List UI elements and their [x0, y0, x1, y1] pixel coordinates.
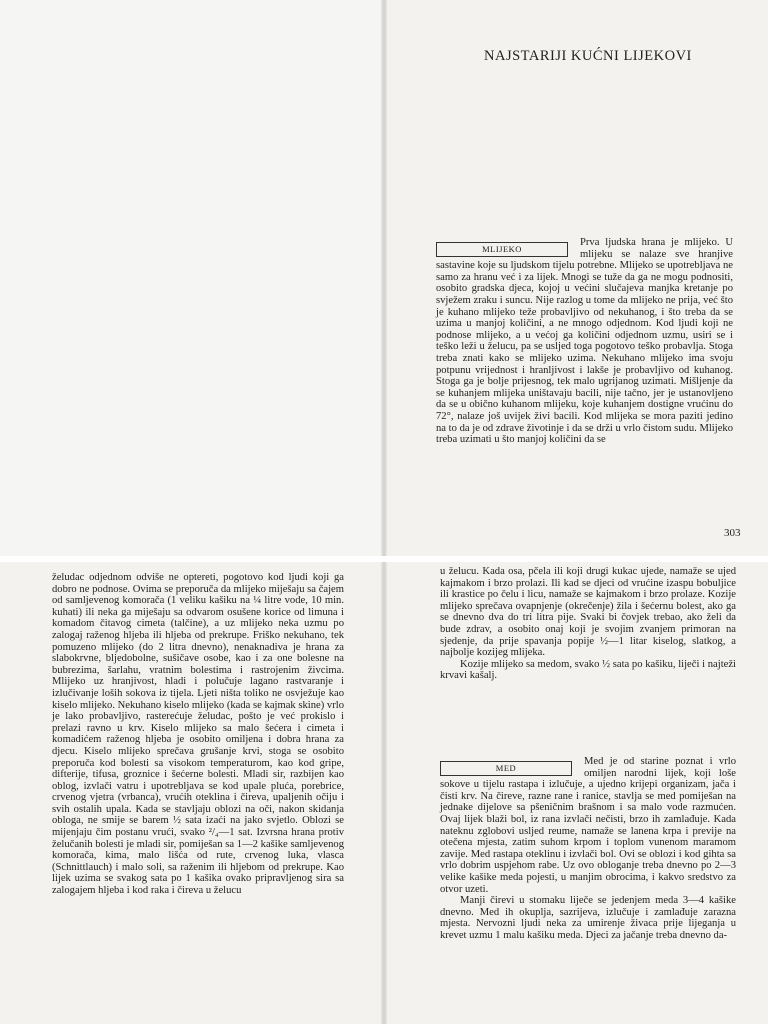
paragraph: u želucu. Kada osa, pčela ili koji drugi kukac ujede, namaže se ujed kajmakom i brzo prolazi. Ili kad se djeci od vrućine izaspu bobuljice ili krastice po čelu i licu, namaže se kajmakom i brzo prolaze. Kozije mlijeko sprečava ovapnjenje (okrečenje) žila i šećernu bolest, ako ga se dnevno dva do tri litra pije. Svaki bi čovjek trebao, ako želi da bude zdrav, a osobito onaj koji je svojim zvanjem primoran na sjedenje, da prije spavanja popije ½—1 litar kiselog, slatkog, a najbolje kozijeg mlijeka.	[440, 566, 736, 659]
section-heading-honey: MED	[440, 761, 572, 776]
section-heading-milk: MLIJEKO	[436, 242, 568, 257]
book-gutter	[381, 0, 387, 1024]
page-303	[384, 0, 768, 560]
paragraph: Manji čirevi u stomaku liječe se jedenjem meda 3—4 kašike dnevno. Med ih okuplja, sazrijeva, izlučuje i zamlađuje zarazna mjesta. Nervozni ljudi neka za umirenje živaca prije lijeganja u krevet uzmu 1 malu kašiku meda. Djeci za jačanje treba dnevno da-	[440, 895, 736, 941]
milk-continued-2	[440, 566, 736, 682]
milk-continued	[52, 572, 344, 897]
paragraph: Kozije mlijeko sa medom, svako ½ sata po kašiku, liječi i najteži krvavi kašalj.	[440, 658, 736, 682]
honey-section	[440, 756, 736, 942]
page-bottom-right	[384, 560, 768, 1024]
scan-divider	[0, 556, 768, 562]
running-head: NAJSTARIJI KUĆNI LIJEKOVI	[484, 48, 692, 64]
milk-paragraph: Prva ljudska hrana je mlijeko. U mlijeku se nalaze sve hranjive sastavine koje su ljudskom tijelu potrebne. Mlijeko se upotrebljava ne samo za hranu već i za lijek. Mnogi se tuže da ga ne mogu podnositi, osobito gradska djeca, kojoj u većini slučajeva manjka kretanje po svježem zraku i suncu. Nije razlog u tome da mlijeko ne prija, već što je kuhano mlijeko teže probavljivo od nekuhanog, i što treba da se uzima u manjoj količini, a ne mnogo odjednom. Kod ljudi koji ne podnose mlijeko, a u većoj ga količini odjednom uzmu, usiri se i teško leži u želucu, pa se usljed toga pogotovo teško probavlja. Stoga treba znati kako se mlijeko uzima. Nekuhano mlijeko ima svoju potpunu vrijednost i hranljivost i lakše je probavljivo od kuhanog. Stoga ga je bolje prijesnog, tek malo ugrijanog uzimati. Mišljenje da se kuhanjem mlijeka uništavaju bacili, nije tačno, jer je ustanovljeno da se u obično kuhanom mlijeku, koje kuhanjem dostigne vrućinu do 72°, nalaze još uvijek živi bacili. Kod mlijeka se mora paziti jedino na to da je od zdrave životinje i da se drži u vrlo čistom sudu. Mlijeko treba uzimati u što manjoj količini da se	[436, 237, 733, 446]
honey-paragraph: Med je od starine poznat i vrlo omiljen narodni lijek, koji loše sokove u tijelu rastapa i izlučuje, a ujedno krijepi organizam, jača i čisti krv. Na čireve, razne rane i ranice, stavlja se med pomiješan na jednake dijelove sa pšeničnim brašnom i sa malo vode razmućen. Ovaj lijek blaži bol, iz rana izvlači nečisti, brzo ih zamlađuje. Kada nateknu zglobovi usljed reume, namaže se lanena krpa i previje na otečena mjesta, zatim suhom krpom i toplom vunenom maramom zavije. Med rastapa oteklinu i izvlači bol. Ovi se oblozi i kod gihta sa vrlo dobrim uspjehom rabe. Uz ovo obloganje treba dnevno po 2—3 velike kašike meda pojesti, u manjim obrocima, i kakvo sredstvo za otvor uzeti.	[440, 756, 736, 895]
page-bottom-left	[0, 560, 384, 1024]
page-number: 303	[724, 527, 741, 539]
paragraph: želudac odjednom odviše ne optereti, pogotovo kod ljudi koji ga dobro ne podnose. Ovima se preporuča da mlijeko miješaju sa čajem od samljevenog komorača (1 veliku kašiku na ¼ litre vode, 10 min. kuhati) ili neka ga miješaju sa odvarom osušene korice od limuna i komadom čitavog cimeta (talčine), a uz mlijeko neka uzmu po zalogaj raženog hljeba ili hljeba od prekrupe. Friško nekuhano, tek pomuzeno mlijeko (do 2 litra dnevno), nenaknadiva je hrana za slabokrvne, bljedobolne, sušičave osobe, kao i za one bolesne na bubrezima, šarlahu, vratnim bolestima i rastrojenim živcima. Mlijeko uz hranjivost, hladi i polučuje lagano rastvaranje i izlučivanje loših sokova iz tijela. Ljeti ništa toliko ne osvježuje kao kiselo mlijeko. Nekuhano kiselo mlijeko (kada se kajmak skine) vrlo je lako probavljivo, rasterećuje želudac, pošto je već prokislo i prelazi ravno u krv. Kiselo mlijeko sa malo šećera i cimeta i komadićem raženog hljeba je osobito omiljena i dobra hrana za djecu. Kiselo mlijeko sprečava grušanje krvi, stoga se osobito preporuča kod bolesti sa visokom temperaturom, kao kod gripe, difterije, tifusa, groznice i šećerne bolesti. Mladi sir, razbijen kao oblog, izvlači vatru i upotrebljava se kod upale pluća, porebrice, crvenog vjetra (vrbanca), vrućih oteklina i čireva, upaljenih očiju i svih ostalih upala. Kada se stavljaju oblozi na oči, nakon skidanja obloga, ne smije se barem ½ sata izaći na jako svjetlo. Oblozi se mijenjaju čim postanu vrući, svako ²/₄—1 sat. Izvrsna hrana protiv želučanih bolesti je mladi sir, pomiješan sa 1—2 kašike samljevenog komorača, kima, malo lišća od rute, crvenog luka, vlasca (Schnittlauch) i malo soli, sa raženim ili hljebom od prekrupe. Kao lijek uzima se svakog sata po 1 kašika ovako pripravljenog sira sa zalogajem hljeba i kod raka i čireva u želucu	[52, 572, 344, 897]
milk-section	[436, 237, 733, 446]
blank-page	[0, 0, 384, 560]
